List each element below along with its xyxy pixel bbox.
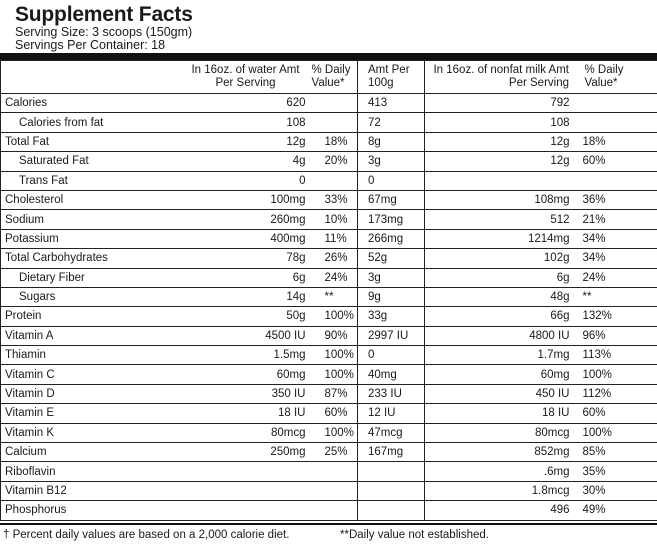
milk-daily-value: 49%: [575, 501, 657, 520]
water-daily-value: [310, 462, 358, 481]
nutrient-name: Trans Fat: [1, 171, 184, 190]
nutrient-name: Cholesterol: [1, 190, 184, 209]
nutrient-name: Vitamin C: [1, 365, 184, 384]
nutrient-name: Saturated Fat: [1, 152, 184, 171]
milk-daily-value: 100%: [575, 423, 657, 442]
water-amount: 0: [184, 171, 310, 190]
divider-bar: [0, 53, 657, 60]
amount-per-100g: 12 IU: [358, 404, 425, 423]
water-daily-value: 10%: [310, 210, 358, 229]
nutrient-name: Sodium: [1, 210, 184, 229]
milk-amount: 4800 IU: [425, 326, 575, 345]
water-daily-value: 11%: [310, 229, 358, 248]
milk-daily-value: 34%: [575, 249, 657, 268]
nutrient-row: [1, 501, 657, 520]
amount-per-100g: 413: [358, 94, 425, 113]
milk-daily-value: **: [575, 287, 657, 306]
water-daily-value: 18%: [310, 132, 358, 151]
amount-per-100g: 3g: [358, 152, 425, 171]
water-daily-value: 33%: [310, 190, 358, 209]
header-milk-amount: In 16oz. of nonfat milk Amt Per Serving: [425, 61, 575, 94]
table-header-row: [1, 61, 657, 94]
water-amount: 250mg: [184, 443, 310, 462]
milk-amount: 48g: [425, 287, 575, 306]
milk-amount: 1.8mcg: [425, 481, 575, 500]
nutrient-row: [1, 346, 657, 365]
nutrient-row: [1, 462, 657, 481]
water-amount: [184, 462, 310, 481]
water-daily-value: 26%: [310, 249, 358, 268]
milk-amount: 108: [425, 113, 575, 132]
water-amount: 4500 IU: [184, 326, 310, 345]
water-daily-value: 100%: [310, 365, 358, 384]
milk-amount: 108mg: [425, 190, 575, 209]
milk-daily-value: 34%: [575, 229, 657, 248]
water-amount: 14g: [184, 287, 310, 306]
water-daily-value: 20%: [310, 152, 358, 171]
water-amount: 400mg: [184, 229, 310, 248]
footnote-daily-values: † Percent daily values are based on a 2,000 calorie diet.: [3, 529, 290, 541]
water-amount: 350 IU: [184, 384, 310, 403]
water-amount: [184, 481, 310, 500]
water-amount: 108: [184, 113, 310, 132]
water-daily-value: 100%: [310, 346, 358, 365]
milk-amount: 66g: [425, 307, 575, 326]
nutrient-name: Total Fat: [1, 132, 184, 151]
nutrient-name: Vitamin E: [1, 404, 184, 423]
milk-daily-value: 35%: [575, 462, 657, 481]
water-amount: 12g: [184, 132, 310, 151]
nutrient-row: [1, 171, 657, 190]
nutrient-name: Vitamin A: [1, 326, 184, 345]
water-amount: 60mg: [184, 365, 310, 384]
milk-amount: 1.7mg: [425, 346, 575, 365]
nutrient-row: [1, 229, 657, 248]
amount-per-100g: 40mg: [358, 365, 425, 384]
milk-amount: [425, 171, 575, 190]
nutrient-row: [1, 268, 657, 287]
nutrient-name: Protein: [1, 307, 184, 326]
amount-per-100g: 33g: [358, 307, 425, 326]
milk-daily-value: 100%: [575, 365, 657, 384]
nutrient-name: Total Carbohydrates: [1, 249, 184, 268]
water-daily-value: 100%: [310, 423, 358, 442]
nutrient-row: [1, 443, 657, 462]
nutrient-row: [1, 423, 657, 442]
water-amount: 78g: [184, 249, 310, 268]
nutrient-row: [1, 307, 657, 326]
water-daily-value: 25%: [310, 443, 358, 462]
milk-daily-value: [575, 94, 657, 113]
water-amount: 6g: [184, 268, 310, 287]
water-daily-value: [310, 171, 358, 190]
amount-per-100g: 0: [358, 346, 425, 365]
milk-daily-value: 30%: [575, 481, 657, 500]
milk-daily-value: [575, 171, 657, 190]
amount-per-100g: [358, 462, 425, 481]
amount-per-100g: 72: [358, 113, 425, 132]
water-daily-value: 100%: [310, 307, 358, 326]
amount-per-100g: 52g: [358, 249, 425, 268]
milk-amount: 1214mg: [425, 229, 575, 248]
amount-per-100g: 47mcg: [358, 423, 425, 442]
milk-amount: 512: [425, 210, 575, 229]
amount-per-100g: 9g: [358, 287, 425, 306]
water-daily-value: 87%: [310, 384, 358, 403]
milk-daily-value: 85%: [575, 443, 657, 462]
water-daily-value: 24%: [310, 268, 358, 287]
milk-daily-value: 60%: [575, 404, 657, 423]
amount-per-100g: 167mg: [358, 443, 425, 462]
nutrient-name: Calories from fat: [1, 113, 184, 132]
header-milk-daily-value: % Daily Value*: [575, 61, 657, 94]
nutrient-row: [1, 132, 657, 151]
servings-per-container: Servings Per Container: 18: [15, 38, 166, 52]
milk-daily-value: 18%: [575, 132, 657, 151]
nutrient-name: Phosphorus: [1, 501, 184, 520]
nutrient-name: Calcium: [1, 443, 184, 462]
water-amount: 50g: [184, 307, 310, 326]
header-per-100g: Amt Per 100g: [358, 61, 425, 94]
nutrient-row: [1, 94, 657, 113]
nutrient-name: Sugars: [1, 287, 184, 306]
nutrient-name: Dietary Fiber: [1, 268, 184, 287]
amount-per-100g: [358, 501, 425, 520]
amount-per-100g: 3g: [358, 268, 425, 287]
water-daily-value: [310, 113, 358, 132]
nutrient-row: [1, 384, 657, 403]
serving-size: Serving Size: 3 scoops (150gm): [15, 25, 193, 39]
nutrient-name: Riboflavin: [1, 462, 184, 481]
amount-per-100g: 173mg: [358, 210, 425, 229]
amount-per-100g: 266mg: [358, 229, 425, 248]
milk-amount: 12g: [425, 152, 575, 171]
water-amount: [184, 501, 310, 520]
water-daily-value: **: [310, 287, 358, 306]
water-amount: 80mcg: [184, 423, 310, 442]
water-amount: 4g: [184, 152, 310, 171]
nutrient-name: Thiamin: [1, 346, 184, 365]
milk-amount: .6mg: [425, 462, 575, 481]
water-amount: 18 IU: [184, 404, 310, 423]
milk-amount: 792: [425, 94, 575, 113]
water-daily-value: [310, 481, 358, 500]
milk-daily-value: 132%: [575, 307, 657, 326]
nutrient-row: [1, 404, 657, 423]
milk-daily-value: 113%: [575, 346, 657, 365]
milk-daily-value: 112%: [575, 384, 657, 403]
panel-title: Supplement Facts: [15, 3, 193, 26]
header-blank: [1, 61, 184, 94]
nutrient-row: [1, 152, 657, 171]
water-daily-value: 90%: [310, 326, 358, 345]
amount-per-100g: [358, 481, 425, 500]
nutrient-name: Potassium: [1, 229, 184, 248]
water-daily-value: 60%: [310, 404, 358, 423]
milk-daily-value: [575, 113, 657, 132]
supplement-facts-table: [0, 60, 657, 521]
water-amount: 260mg: [184, 210, 310, 229]
nutrient-row: [1, 287, 657, 306]
amount-per-100g: 233 IU: [358, 384, 425, 403]
milk-amount: 496: [425, 501, 575, 520]
nutrient-name: Vitamin D: [1, 384, 184, 403]
milk-daily-value: 60%: [575, 152, 657, 171]
milk-amount: 102g: [425, 249, 575, 268]
nutrient-name: Vitamin K: [1, 423, 184, 442]
header-water-daily-value: % Daily Value*: [310, 61, 358, 94]
milk-daily-value: 96%: [575, 326, 657, 345]
amount-per-100g: 2997 IU: [358, 326, 425, 345]
nutrient-name: Calories: [1, 94, 184, 113]
milk-daily-value: 36%: [575, 190, 657, 209]
amount-per-100g: 67mg: [358, 190, 425, 209]
nutrient-row: [1, 249, 657, 268]
nutrient-row: [1, 210, 657, 229]
milk-daily-value: 21%: [575, 210, 657, 229]
milk-amount: 6g: [425, 268, 575, 287]
water-daily-value: [310, 94, 358, 113]
water-amount: 620: [184, 94, 310, 113]
milk-amount: 18 IU: [425, 404, 575, 423]
milk-amount: 12g: [425, 132, 575, 151]
nutrient-row: [1, 481, 657, 500]
milk-amount: 60mg: [425, 365, 575, 384]
water-daily-value: [310, 501, 358, 520]
nutrient-row: [1, 365, 657, 384]
nutrient-row: [1, 113, 657, 132]
milk-daily-value: 24%: [575, 268, 657, 287]
milk-amount: 450 IU: [425, 384, 575, 403]
nutrient-row: [1, 190, 657, 209]
footnote-not-established: **Daily value not established.: [340, 529, 489, 541]
water-amount: 100mg: [184, 190, 310, 209]
header-water-amount: In 16oz. of water Amt Per Serving: [184, 61, 310, 94]
nutrient-name: Vitamin B12: [1, 481, 184, 500]
water-amount: 1.5mg: [184, 346, 310, 365]
amount-per-100g: 8g: [358, 132, 425, 151]
footnotes: [0, 523, 657, 545]
amount-per-100g: 0: [358, 171, 425, 190]
nutrient-row: [1, 326, 657, 345]
milk-amount: 852mg: [425, 443, 575, 462]
milk-amount: 80mcg: [425, 423, 575, 442]
